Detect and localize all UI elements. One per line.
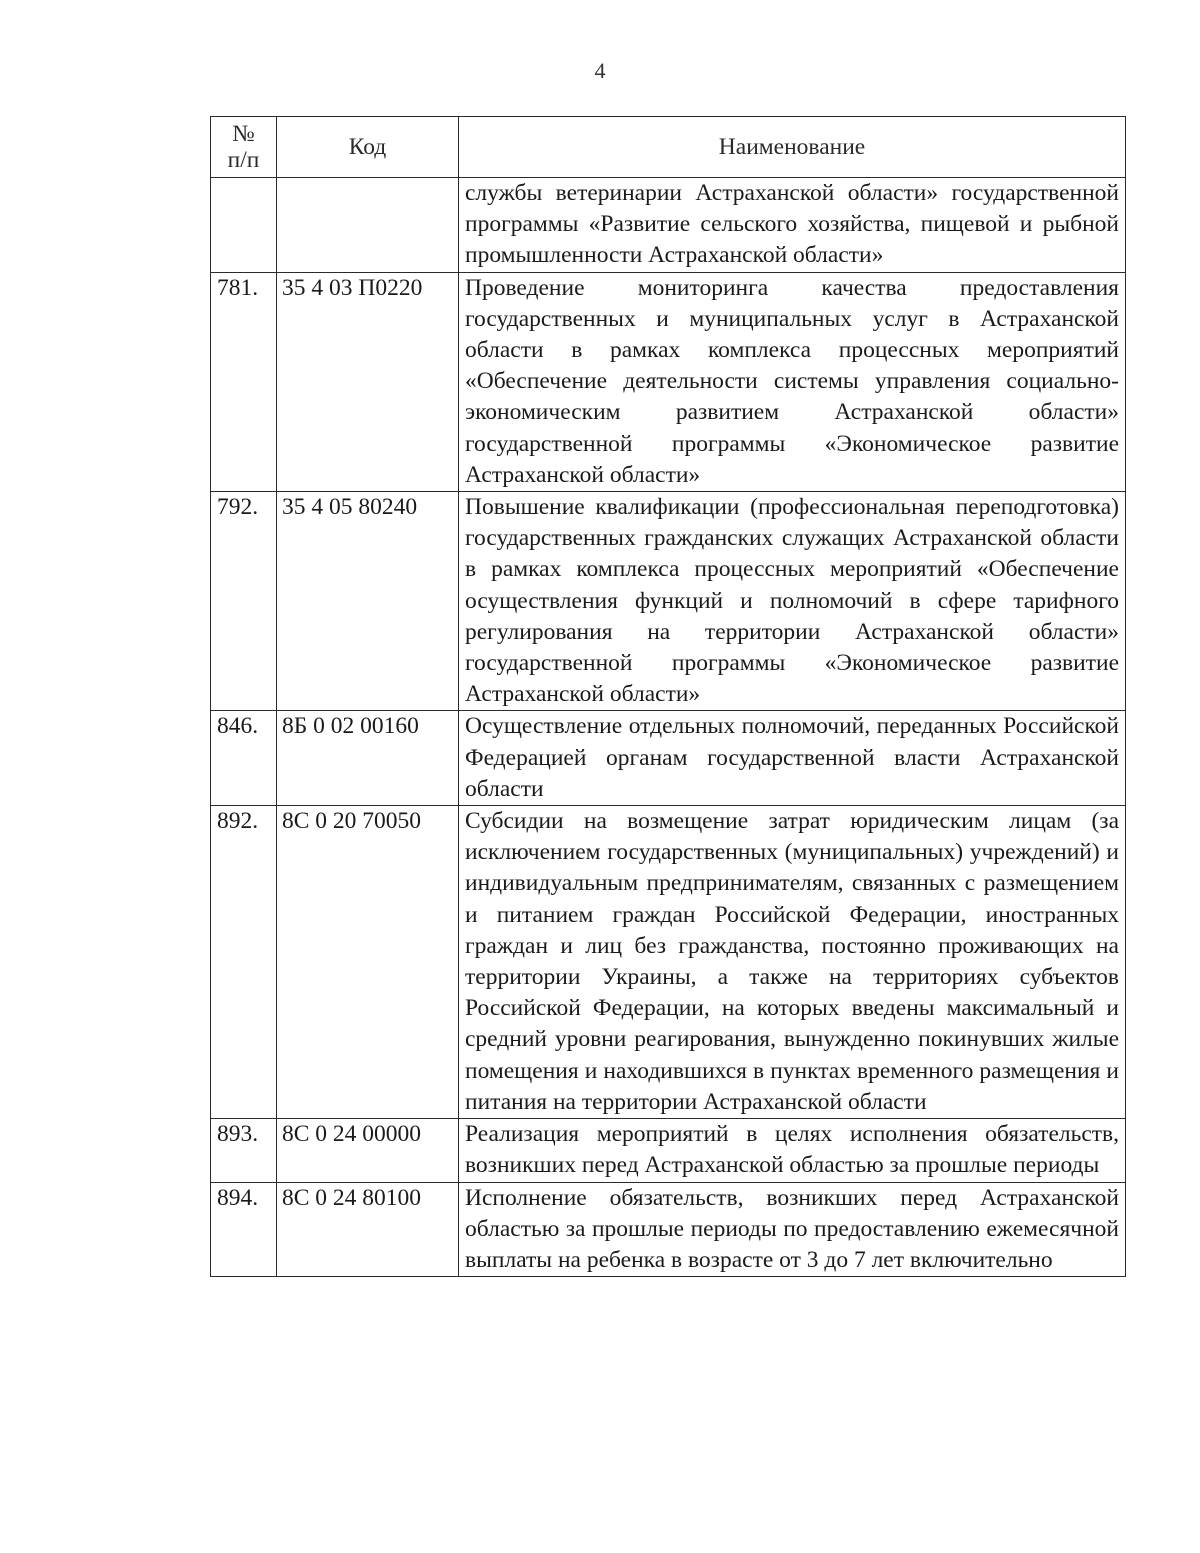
- row-number: 781.: [211, 272, 277, 491]
- row-code: 8С 0 24 80100: [277, 1182, 459, 1277]
- row-code: 8С 0 20 70050: [277, 806, 459, 1119]
- header-number-symbol: №: [232, 121, 255, 147]
- row-code: [277, 178, 459, 273]
- table-row: [211, 806, 1126, 1119]
- row-number: 893.: [211, 1119, 277, 1182]
- table-row: [211, 492, 1126, 711]
- row-number: 892.: [211, 806, 277, 1119]
- row-name: Исполнение обязательств, возникших перед Астраханской областью за прошлые периоды по предоставлению ежемесячной выплаты на ребенка в возрасте от 3 до 7 лет включительно: [459, 1182, 1126, 1277]
- row-code: 8Б 0 02 00160: [277, 711, 459, 806]
- row-code: 8С 0 24 00000: [277, 1119, 459, 1182]
- row-number: 894.: [211, 1182, 277, 1277]
- row-name: службы ветеринарии Астраханской области» государственной программы «Развитие сельского хозяйства, пищевой и рыбной промышленности Астраханской области»: [459, 178, 1126, 273]
- row-code: 35 4 03 П0220: [277, 272, 459, 491]
- row-name: Реализация мероприятий в целях исполнения обязательств, возникших перед Астраханской областью за прошлые периоды: [459, 1119, 1126, 1182]
- row-number: 792.: [211, 492, 277, 711]
- table-row: [211, 272, 1126, 491]
- table-row: [211, 1119, 1126, 1182]
- row-name: Повышение квалификации (профессиональная переподготовка) государственных гражданских служащих Астраханской области в рамках комплекса процессных мероприятий «Обеспечение осуществления функций и полномочий в сфере тарифного регулирования на территории Астраханской области» государственной программы «Экономическое развитие Астраханской области»: [459, 492, 1126, 711]
- table-header-row: [211, 117, 1126, 178]
- row-number: [211, 178, 277, 273]
- header-code: Код: [277, 117, 459, 178]
- table-row: [211, 711, 1126, 806]
- row-code: 35 4 05 80240: [277, 492, 459, 711]
- table-row: [211, 1182, 1126, 1277]
- row-name: Субсидии на возмещение затрат юридическим лицам (за исключением государственных (муниципальных) учреждений) и индивидуальным предпринимателям, связанных с размещением и питанием граждан Российской Федерации, иностранных граждан и лиц без гражданства, постоянно проживающих на территории Украины, а также на территориях субъектов Российской Федерации, на которых введены максимальный и средний уровни реагирования, вынужденно покинувших жилые помещения и находившихся в пунктах временного размещения и питания на территории Астраханской области: [459, 806, 1126, 1119]
- header-number-abbr: п/п: [227, 147, 260, 173]
- table-row: [211, 178, 1126, 273]
- budget-code-table: [210, 116, 1126, 1277]
- row-number: 846.: [211, 711, 277, 806]
- header-number: [211, 117, 277, 178]
- row-name: Осуществление отдельных полномочий, переданных Российской Федерацией органам государственной власти Астраханской области: [459, 711, 1126, 806]
- header-name: Наименование: [459, 117, 1126, 178]
- page-number: 4: [594, 58, 606, 83]
- row-name: Проведение мониторинга качества предоставления государственных и муниципальных услуг в Астраханской области в рамках комплекса процессных мероприятий «Обеспечение деятельности системы управления социально-экономическим развитием Астраханской области» государственной программы «Экономическое развитие Астраханской области»: [459, 272, 1126, 491]
